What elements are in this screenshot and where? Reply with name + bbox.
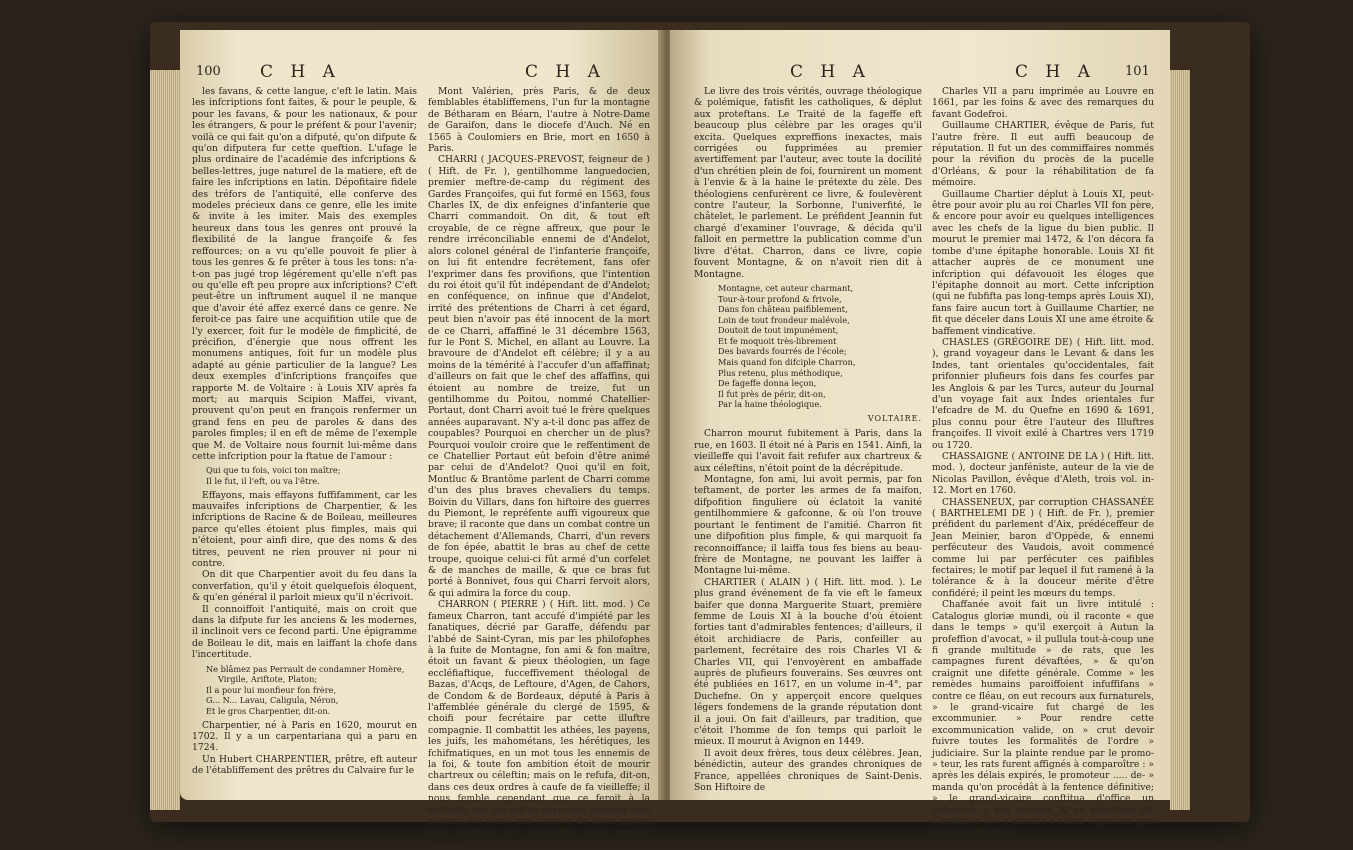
paragraph: Un Hubert CHARPENTIER, prêtre, eft auteur de l'établiffement des prêtres du Calvaire fur le [192, 753, 417, 777]
right-column-1 [694, 86, 922, 793]
paragraph: Montagne, fon ami, lui avoit permis, par fon teftament, de porter les armes de fa maifon, difpofition finguliere où éclatoit la vanité gentilhommiere & gafconne, & où l'on trouve pourtant le fentiment de l'amitié. Charron fit une difpofition plus fimple, & qui marquoit fa reconnoiffance; il laiffa tous fes biens au beau-frère de Montagne, ne pouvant les laiffer à Montagne lui-même. [694, 474, 922, 577]
paragraph: Effayons, mais effayons fuffifamment, car les mauvaifes infcriptions de Charpentier, & les infcriptions de Racine & de Boileau, meilleures parce qu'elles étoient plus fimples, mais qui n'étoient, pour ainfi dire, que des noms & des titres, peuvent ne rien prouver ni pour ni contre. [192, 489, 417, 570]
verse: De fageffe donna leçon, [718, 378, 817, 389]
verse: Plus retenu, plus méthodique, [718, 367, 843, 378]
verse: Par la haine théologique. [718, 399, 822, 410]
right-running-head-1: C H A [790, 62, 871, 82]
entry-chasles: CHASLES (GRÉGOIRE DE) ( Hift. litt. mod. ), grand voyageur dans le Levant & dans les Indes, tant orientales qu'occidentales, fait prifonnier plufieurs fois dans fes courfes par les Anglois & par les Turcs, auteur du Journal d'un voyage fait aux Indes orientales fur l'efcadre de M. du Quefne en 1690 & 1691, plus connu pour être l'auteur des Illuftres françoifes. Il vivoit exilé à Chartres vers 1719 ou 1720. [932, 336, 1154, 451]
entry-charron: CHARRON ( PIERRE ) ( Hift. litt. mod. ) Ce fameux Charron, tant accufé d'impiété par les fanatiques, décrié par Garaffe, défendu par l'abbé de Saint-Cyran, mis par les philofophes à la fuite de Montagne, fon ami & fon maître, étoit un favant & pieux théologien, un fage eccléfiaftique, fucceffivement théologal de Bazas, d'Acqs, de Leftoure, d'Agen, de Cahors, de Condom & de Bordeaux, député à Paris à l'affemblée générale du clergé de 1595, & choifi pour fecrétaire par cette illuftre compagnie. Il combattit les athées, les payens, les juifs, les mahométans, les hérétiques, les fchifmatiques, en un mot tous les ennemis de la foi, & toute fon ambition étoit de mourir chartreux ou céleftin; mais on le refufa, dit-on, dans ces deux ordres à caufe de fa vieilleffe; il nous femble cependant que ce feroit à la vieilleffe que ces afyles devroient toujours être ouverts. Ce feroit une retraite de fages guéris des paffions & défabufés des erreurs humaines. [428, 599, 650, 850]
poem-montagne [718, 283, 922, 410]
poem-boileau-epigram [206, 664, 417, 717]
left-page-number: 100 [196, 64, 221, 79]
verse: Il a pour lui monfieur fon frère, [206, 684, 337, 695]
entry-chasseneux: CHASSENEUX, par corruption CHASSANÉE ( BARTHELEMI DE ) ( Hift. de Fr. ), premier préfident du parlement d'Aix, prédéceffeur de Jean Meinier, baron d'Oppède, & ennemi perfécuteur des Vaudois, avoit commencé comme lui par perfécuter ces paifibles fectaires; le motif par lequel il fut ramené à la tolérance & à la douceur mérite d'être confidéré; il peint les mœurs du temps. [932, 496, 1154, 599]
verse: Des bavards fourrés de l'école; [718, 346, 847, 357]
paragraph: Il connoiffoit l'antiquité, mais on croit que dans la difpute fur les anciens & les modernes, il inclinoit vers ce fecond parti. Une épigramme de Boileau le dit, mais en laiffant la chofe dans l'incertitude. [192, 603, 417, 661]
paragraph: Charpentier, né à Paris en 1620, mourut en 1702. Il y a un carpentariana qui a paru en 1724. [192, 719, 417, 754]
paragraph: Guillaume Chartier déplut à Louis XI, peut-être pour avoir plu au roi Charles VII fon père, & encore pour avoir eu quelques intelligences avec les chefs de la ligue du bien public. Il mourut le premier mai 1472, & l'on décora fa tombe d'une épitaphe honorable. Louis XI fit attacher auprès de ce monument une infcription qui défavouoit les éloges que l'épitaphe donnoit au mort. Cette infcription (qui ne fubfifta pas long-temps après Louis XI), fans faire aucun tort à Guillaume Chartier, ne fit que déceler dans Louis XI une ame étroite & baffement vindicative. [932, 188, 1154, 337]
paragraph: Mont Valérien, près Paris, & de deux femblables établiffemens, l'un fur la montagne de Bétharam en Béarn, l'autre à Notre-Dame de Garaifon, dans le diocefe d'Auch. Né en 1565 à Coulomiers en Brie, mort en 1650 à Paris. [428, 86, 650, 155]
verse: Loin de tout frondeur malévole, [718, 314, 850, 325]
verse: Ne blâmez pas Perrault de condamner Homère, [206, 663, 405, 674]
verse: Dans fon château paifiblement, [718, 304, 848, 315]
entry-chassaigne: CHASSAIGNE ( ANTOINE DE LA ) ( Hift. litt. mod. ), docteur janféniste, auteur de la vie de Nicolas Pavillon, évêque d'Aleth, trois vol. in-12. Mort en 1760. [932, 451, 1154, 497]
right-page [670, 30, 1170, 839]
verse: Mais quand fon difciple Charron, [718, 357, 856, 368]
left-column-2 [428, 86, 650, 850]
verse: Il fut près de périr, dit-on, [718, 388, 826, 399]
left-page [180, 30, 663, 850]
left-column-1 [192, 86, 417, 777]
verse: Virgile, Ariftote, Platon; [218, 674, 318, 685]
paragraph: Il avoit deux frères, tous deux célèbres. Jean, bénédictin, auteur des grandes chroniques de France, appellées chroniques de Saint-Denis. Son Hiftoire de [694, 747, 922, 794]
verse: Et le gros Charpentier, dit-on. [206, 706, 331, 717]
verse: Doutoit de tout impunément, [718, 325, 839, 336]
entry-chartier-alain: CHARTIER ( ALAIN ) ( Hift. litt. mod. ). Le plus grand événement de fa vie eft le fameux baifer que donna Marguerite Stuart, première femme de Louis XI à la bouche d'où étoient forties tant d'admirables fentences; d'ailleurs, il étoit archidiacre de Paris, confeiller au parlement, fecrétaire des rois Charles VI & Charles VII, qui l'envoyèrent en ambaffade auprès de plufieurs fouverains. Ses œuvres ont été publiées en 1617, en un volume in-4°, par Duchefne. On y apperçoit encore quelques légers fondemens de la grande réputation dont il a joui. On fait d'ailleurs, par tradition, que c'étoit l'homme de fon temps qui parloit le mieux. Il mourut à Avignon en 1449. [694, 576, 922, 748]
paragraph: On dit que Charpentier avoit du feu dans la converfation, qu'il y étoit quelquefois éloquent, & qu'en général il parloit mieux qu'il n'écrivoit. [192, 569, 417, 604]
right-page-edges [1170, 70, 1190, 810]
verse: Tour-à-tour profond & frivole, [718, 293, 842, 304]
verse: Qui que tu fois, voici ton maître; [206, 465, 341, 476]
left-running-head-1: C H A [260, 62, 341, 82]
right-running-head-2: C H A [1015, 62, 1096, 82]
poem-signature: VOLTAIRE. [867, 414, 922, 424]
paragraph: les favans, & cette langue, c'eft le latin. Mais les infcriptions font faites, & pour le peuple, & pour les favans, & pour les nationaux, & pour les étrangers, & pour le préfent & pour l'avenir; voilà ce qui fait qu'on a difputé, qu'on difpute & qu'on difputera fur cette queftion. L'ufage le plus ordinaire de l'académie des infcriptions & belles-lettres, juge naturel de la matiere, eft de faire les infcriptions en latin. Dépofitaire fidele des tréfors de l'antiquité, elle conferve des modeles précieux dans ce genre, elle les imite & invite à les imiter. Mais des exemples heureux dans tous les genres ont prouvé la flexibilité de la langue françoife & fes reffources; on a vu qu'elle pouvoit fe plier à tous les genres & fe prêter à tous les tons: n'a-t-on pas jugé trop légérement qu'elle n'eft pas ou qu'elle eft peu propre aux infcriptions? C'eft peut-être un inftrument auquel il ne manque que d'avoir été affez exercé dans ce genre. Ne feroit-ce pas faire une acquifition utile que de l'y exercer, foit fur le modèle de fimplicité, de précifion, d'énergie que nous offrent les monumens antiques, foit fur un modèle plus adapté au génie particulier de la langue? Les deux exemples d'infcriptions françoifes que rapporte M. de Voltaire : à Louis XIV après fa mort; au marquis Scipion Maffei, vivant, prouvent qu'on peut en françois renfermer un grand fens en peu de paroles & dans des paroles fimples; il en eft de même de l'exemple que M. de Voltaire nous fournit lui-même dans cette infcription pour la ftatue de l'amour : [192, 86, 417, 462]
paragraph: Charron mourut fubitement à Paris, dans la rue, en 1603. Il étoit né à Paris en 1541. Ainfi, la vieilleffe qui l'avoit fait refufer aux chartreux & aux céleftins, n'étoit point de la décrépitude. [694, 428, 922, 474]
left-page-edges [150, 70, 180, 810]
verse: G... N... Lavau, Caligula, Néron, [206, 695, 339, 706]
paragraph: Charles VII a paru imprimée au Louvre en 1661, par les foins & avec des remarques du favant Godefroi. [932, 86, 1154, 120]
verse: Il le fut, il l'eft, ou va l'être. [206, 476, 320, 486]
paragraph: Le livre des trois vérités, ouvrage théologique & polémique, fatisfit les catholiques, & déplut aux proteftans. Le Traité de la fageffe eft beaucoup plus célèbre par les orages qu'il excita. Quelques expreffions inexactes, mais corrigées ou fupprimées au premier avertiffement par l'auteur, avec toute la docilité d'un chrétien plein de foi, fournirent un moment à l'envie & à la haine le prétexte du zèle. Des théologiens cenfurèrent ce livre, & foulevèrent contre l'auteur, la Sorbonne, l'univerfité, le châtelet, le parlement. Le préfident Jeannin fut chargé d'examiner l'ouvrage, & décida qu'il falloit en permettre la publication comme d'un livre d'état. Charron, dans ce livre, copie fouvent Montagne, & on n'avoit rien dit à Montagne. [694, 86, 922, 280]
poem-statue-amour [206, 465, 417, 486]
paragraph: Chaffanée avoit fait un livre intitulé : Catalogus gloriæ mundi, où il raconte « que dans le temps » qu'il exerçoit à Autun la profeffion d'avocat, » il pullula tout-à-coup une fi grande multitude » de rats, que les campagnes furent dévaftées, » & qu'on craignit une difette générale. Comme » les remèdes humains paroiffoient infuffifans » contre ce fléau, on eut recours aux furnaturels, » le grand-vicaire fut chargé de les excommunier. » Pour rendre cette excommunication valide, on » crut devoir fuivre toutes les formalités de l'ordre » judiciaire. Sur la plainte rendue par le promo- » teur, les rats furent affignés à comparoître : » après les délais expirés, le promoteur ..... de- » manda qu'on procédât à la fentence définitive; » le grand-vicaire conftitua d'office un défenfeur » aux accufés, & ce défenfeur fut Chaffanée. Il » s'attacha d'abord à prouver que les rats difperfés [932, 599, 1154, 839]
left-running-head-2: C H A [525, 62, 606, 82]
verse: Et fe moquoit très-librement [718, 335, 837, 346]
paragraph: Guillaume CHARTIER, évêque de Paris, fut l'autre frère. Il eut auffi beaucoup de réputation. Il fut un des commiffaires nommés pour la révifion du procès de la pucelle d'Orléans, & pour la réhabilitation de fa mémoire. [932, 120, 1154, 189]
entry-charri: CHARRI ( JACQUES-PREVOST, feigneur de ) ( Hift. de Fr. ), gentilhomme languedocien, premier meftre-de-camp du régiment des Gardes Françoifes, qui fut formé en 1563, fous Charles IX, de dix enfeignes d'infanterie que Charri commandoit. On dit, & tout eft croyable, de ce règne affreux, que pour le rendre irréconciliable ennemi de d'Andelot, alors colonel général de l'infanterie françoife, on lui fit entendre fecrétement, fans ofer l'exprimer dans fes provifions, que l'intention du roi étoit qu'il fût indépendant de d'Andelot; en conféquence, on infinue que d'Andelot, irrité des prétentions de Charri à cet égard, peut bien n'avoir pas été innocent de la mort de ce Charri, affaffiné le 31 décembre 1563, fur le Pont S. Michel, en allant au Louvre. La bravoure de d'Andelot eft célèbre; il y a au moins de la témérité à l'accufer d'un affaffinat; d'ailleurs on fait que le chef des affaffins, qui étoient au nombre de treize, fut un gentilhomme du Poitou, nommé Chatellier-Portaut, dont Charri avoit tué le frère quelques années auparavant. N'y a-t-il donc pas affez de coupables? Pourquoi en chercher un de plus? Pourquoi vouloir croire que le reffentiment de ce Chatellier Portaut eût befoin d'être animé par celui de d'Andelot? Quoi qu'il en foit, Montluc & Brantôme parlent de Charri comme d'un des plus braves chevaliers du temps. Boivin du Villars, dans fon hiftoire des guerres du Piemont, le repréfente auffi vigoureux que brave; il raconte que dans un combat contre un détachement d'Allemands, Charri, d'un revers de fon épée, abattit le bras au chef de cette troupe, quoique celui-ci fût armé d'un corfelet & de manches de maille, & que ce bras fut porté à Bonnivet, fous qui Charri fervoit alors, & qui admira la force du coup. [428, 154, 650, 599]
right-page-number: 101 [1125, 64, 1150, 79]
verse: Montagne, cet auteur charmant, [718, 282, 854, 293]
right-column-2 [932, 86, 1154, 839]
